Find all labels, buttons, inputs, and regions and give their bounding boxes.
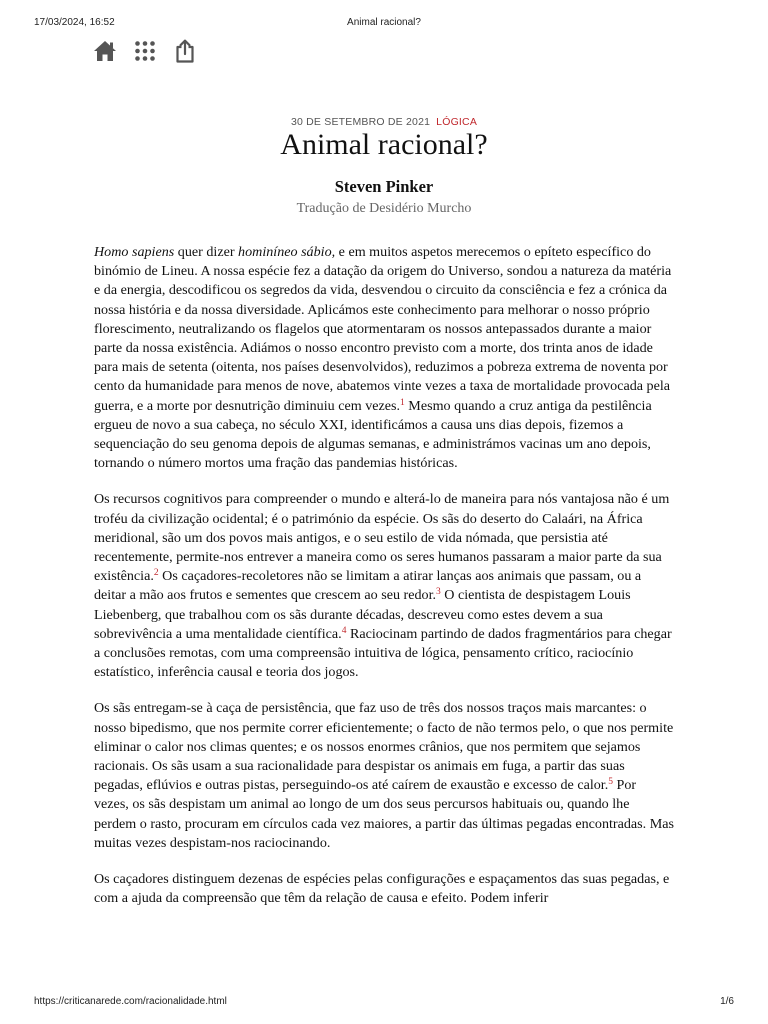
share-icon: [175, 39, 195, 63]
print-header: [34, 17, 734, 31]
grid-icon: [134, 40, 156, 62]
print-url[interactable]: https://criticanarede.com/racionalidade.html: [34, 996, 227, 1007]
print-footer: [34, 996, 734, 1010]
home-button[interactable]: [92, 38, 118, 64]
print-datetime: 17/03/2024, 16:52: [34, 17, 115, 28]
grid-menu-button[interactable]: [132, 38, 158, 64]
article-title: Animal racional?: [280, 128, 488, 161]
paragraph-4: Os caçadores distinguem dezenas de espécies pelas configurações e espaçamentos das suas pegadas, e com a ajuda da compreensão que têm da relação de causa e efeito. Podem inferir: [94, 871, 670, 907]
term-hominineo-sabio: hominíneo sábio,: [238, 244, 336, 260]
home-icon: [93, 40, 117, 62]
paragraph-1: Homo sapiens quer dizer hominíneo sábio, e em muitos aspetos merecemos o epíteto específico do binómio de Lineu. A nossa espécie fez a datação da origem do Universo, sondou a natureza da matéria e da energia, descodificou os segredos da vida, desvendou o circuito da consciência e fez a crónica da nossa história e da nossa diversidade. Aplicámos este conhecimento para melhorar o nosso próprio florescimento, neutralizando os flagelos que atormentaram os nossos antepassados durante a maior parte da nossa existência. Adiámos o nosso encontro previsto com a morte, dos trinta anos de idade para mais de setenta (oitenta, nos países desenvolvidos), reduzimos a pobreza extrema de noventa por cento da humanidade para menos de nove, abatemos vinte vezes a taxa de mortalidade provocada pela guerra, e a morte por desnutrição diminuiu cem vezes.$^1$ Mesmo quando a cruz antiga da pestilência ergueu de novo a sua cabeça, no século XXI, identificámos a causa uns dias depois, fizemos a sequenciação do seu genoma depois de algumas semanas, e administrámos vacinas um ano depois, tornando o número mortos uma fração das pandemias históricas.: [94, 244, 672, 472]
article-date: 30 DE SETEMBRO DE 2021: [290, 116, 431, 128]
article-category[interactable]: LÓGICA: [436, 116, 478, 128]
toolbar: [92, 38, 198, 64]
share-button[interactable]: [172, 38, 198, 64]
footnote-ref-2[interactable]: 2: [153, 568, 159, 579]
article-author: Steven Pinker: [334, 177, 434, 196]
footnote-ref-3[interactable]: 3: [436, 587, 441, 598]
footnote-ref-5[interactable]: 5: [608, 777, 613, 788]
page-number: 1/6: [720, 996, 734, 1007]
footnote-ref-1[interactable]: 1: [400, 397, 405, 408]
paragraph-3: Os sãs entregam-se à caça de persistência, que faz uso de três dos nossos traços mais marcantes: o nosso bipedismo, que nos permite correr eficientemente; o facto de não termos pelo, o que nos permite eliminar o calor nos climas quentes; e os nossos enormes crânios, que nos permitem que sejamos racionais. Os sãs usam a sua racionalidade para despistar os animais em fuga, a partir das suas pegadas, eflúvios e outras pistas, perseguindo-os até caírem de exaustão e excesso de calor.$^5$ Por vezes, os sãs despistam um animal ao longo de um dos seus percursos habituais ou, quando lhe perdem o rasto, procuram em círculos cada vez maiores, a partir das últimas pegadas encontradas. Mas muitas vezes despistam-nos raciocinando.: [94, 700, 674, 851]
article-meta: [0, 116, 768, 128]
term-homo-sapiens: Homo sapiens: [94, 244, 175, 260]
paragraph-2: Os recursos cognitivos para compreender o mundo e alterá-lo de maneira para nós vantajosa não é um troféu da civilização ocidental; é o património da espécie. Os sãs do deserto do Calaári, na África meridional, são um dos povos mais antigos, e o seu estilo de vida nómada, que persistia até recentemente, permite-nos entrever a maneira como os seres humanos passaram a maior parte da sua existência.$^2$ Os caçadores-recoletores não se limitam a atirar lanças aos animais que passam, ou a deitar a mão aos frutos e sementes que crescem ao seu redor.$^3$ O cientista de despistagem Louis Liebenberg, que trabalhou com os sãs durante décadas, descreveu como estes devem a sua sobrevivência a uma mentalidade científica.$^4$ Raciocinam partindo de dados fragmentários para chegar a conclusões remotas, com uma compreensão intuitiva de lógica, pensamento crítico, raciocínio estatístico, inferência causal e teoria dos jogos.: [94, 491, 672, 681]
footnote-ref-4[interactable]: 4: [341, 625, 347, 636]
print-doc-title: Animal racional?: [347, 17, 421, 28]
article-translator: Tradução de Desidério Murcho: [296, 201, 472, 216]
article-body: [94, 243, 674, 926]
